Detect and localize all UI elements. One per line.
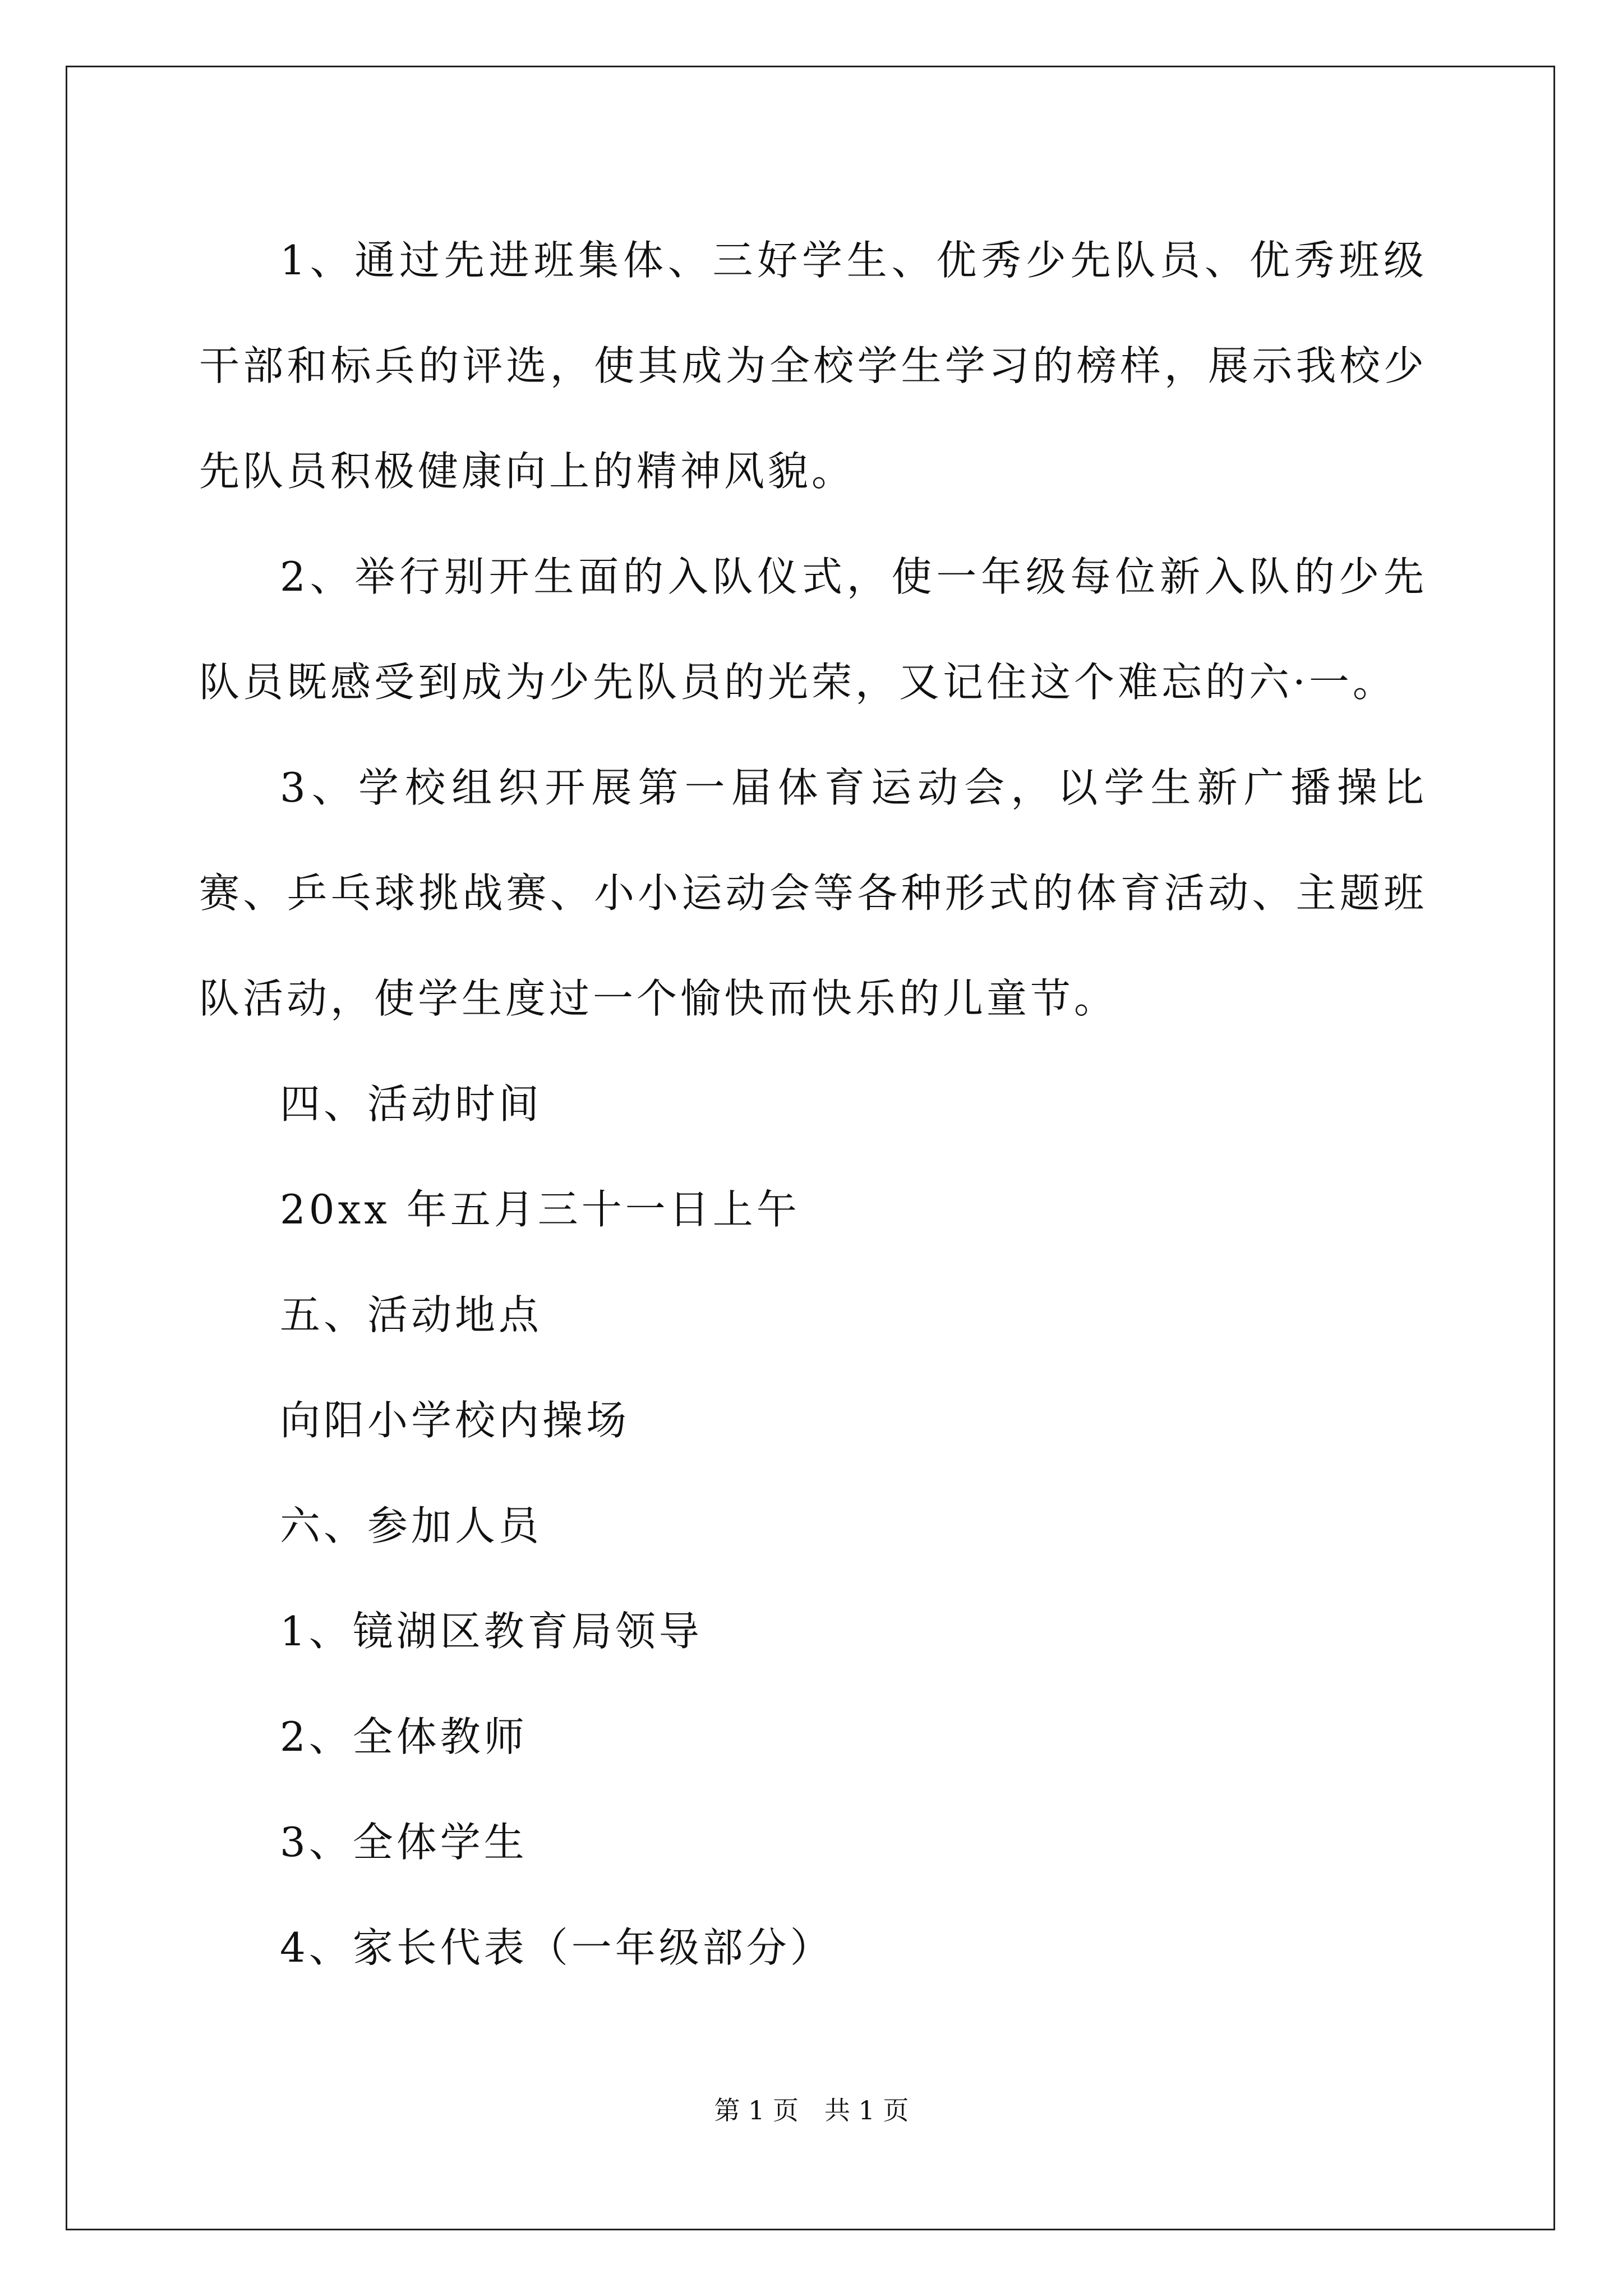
activity-location: 向阳小学校内操场 <box>280 1397 630 1444</box>
section-heading-participants: 六、参加人员 <box>280 1502 543 1549</box>
participant-item: 3、全体学生 <box>280 1819 528 1866</box>
page-footer <box>0 2093 1623 2127</box>
participant-item: 1、镜湖区教育局领导 <box>280 1608 703 1655</box>
section-heading-time: 四、活动时间 <box>280 1080 543 1128</box>
page-number: 第 1 页 <box>714 2095 799 2125</box>
paragraph-goal-2: 2、举行别开生面的入队仪式，使一年级每位新入队的少先队员既感受到成为少先队员的光荣，又记住这个难忘的六·一。 <box>199 553 1427 706</box>
participant-item: 2、全体教师 <box>280 1713 528 1760</box>
paragraph-goal-1: 1、通过先进班集体、三好学生、优秀少先队员、优秀班级干部和标兵的评选，使其成为全校学生学习的榜样，展示我校少先队员积极健康向上的精神风貌。 <box>199 237 1427 495</box>
document-body <box>199 208 1427 2000</box>
activity-time: 20xx 年五月三十一日上午 <box>280 1186 800 1233</box>
participant-item: 4、家长代表（一年级部分） <box>280 1924 834 1971</box>
page-total: 共 1 页 <box>824 2095 909 2125</box>
paragraph-goal-3: 3、学校组织开展第一届体育运动会，以学生新广播操比赛、乒乓球挑战赛、小小运动会等各种形式的体育活动、主题班队活动，使学生度过一个愉快而快乐的儿童节。 <box>199 764 1427 1022</box>
section-heading-location: 五、活动地点 <box>280 1291 543 1338</box>
